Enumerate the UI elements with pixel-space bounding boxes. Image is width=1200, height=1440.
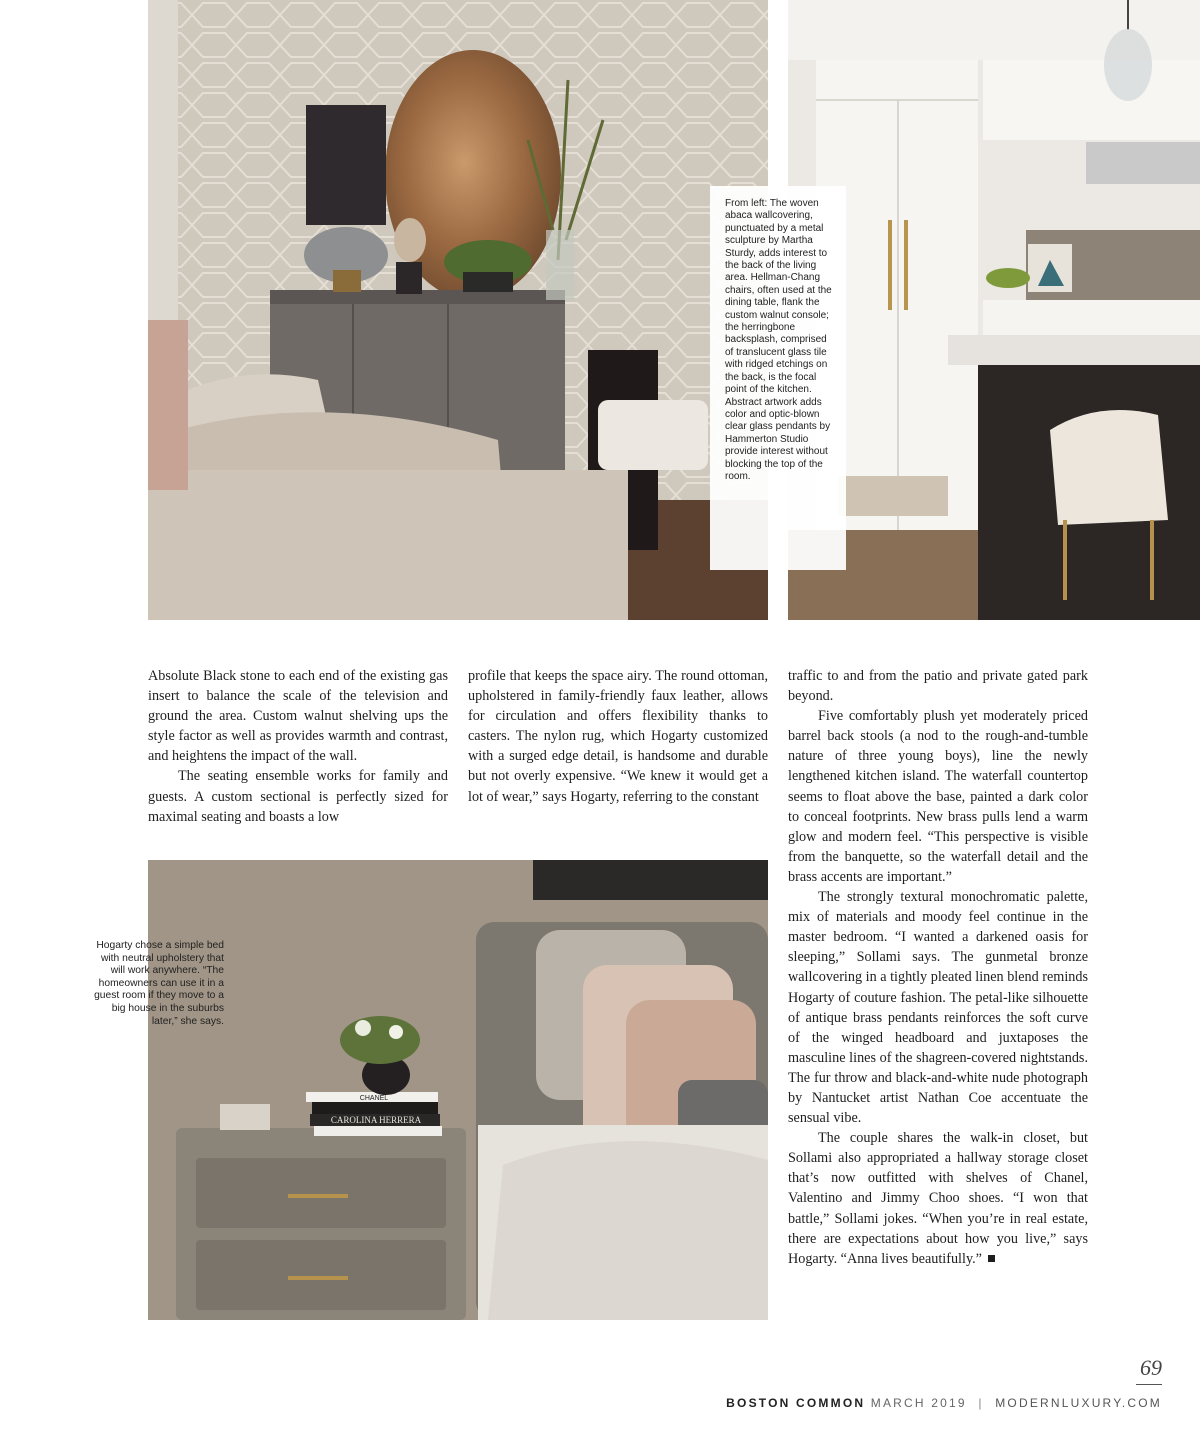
article-paragraph: Absolute Black stone to each end of the existing gas insert to balance the scale of the television and ground the area. Custom walnut shelving ups the style factor as well as provides warmth and contrast, and heightens the impact of the wall. xyxy=(148,668,448,765)
article-paragraph: The strongly textural monochromatic palette, mix of materials and moody feel continue in the master bedroom. “I wanted a darkened oasis for sleeping,” Sollami says. The gunmetal bronze wallcovering in a tightly pleated linen blend reminds Hogarty of couture fashion. The petal-like silhouette of antique brass pendants reinforces the soft curve of the winged headboard and juxtaposes the masculine lines of the shagreen-covered nightstands. The fur throw and black-and-white nude photograph by Nantucket artist Nathan Coe accentuate the sensual vibe. xyxy=(788,889,1088,1127)
article-paragraph: traffic to and from the patio and private gated park beyond. xyxy=(788,668,1088,705)
kitchen-photo-caption: From left: The woven abaca wallcovering, punctuated by a metal sculpture by Martha Sturdy, adds interest to the back of the living area. Hellman-Chang chairs, often used at the dining table, flank the custom walnut console; the herringbone backsplash, comprised of translucent glass tile with ridged etchings on the back, is the focal point of the kitchen. Abstract artwork adds color and optic-blown clear glass pendants by Hammerton Studio provide interest without blocking the top of the room. xyxy=(710,186,846,570)
article-paragraph: profile that keeps the space airy. The round ottoman, upholstered in family-friendly faux leather, allows for circulation and offers flexibility thanks to casters. The nylon rug, which Hogarty customized with a surged edge detail, is handsome and durable but not overly expensive. “We knew it would get a lot of wear,” says Hogarty, referring to the constant xyxy=(468,668,768,805)
footer-separator: | xyxy=(978,1396,984,1410)
article-column-3 xyxy=(788,666,1088,1269)
page-footer xyxy=(726,1396,1162,1410)
kitchen-photo xyxy=(788,0,1200,620)
living-room-photo xyxy=(148,0,768,620)
book-spine-chanel: CHANEL xyxy=(359,1095,389,1102)
page-number: 69 xyxy=(1140,1355,1162,1380)
article-paragraph: The couple shares the walk-in closet, but Sollami also appropriated a hallway storage closet that’s now outfitted with shelves of Chanel, Valentino and Jimmy Choo shoes. “I won that battle,” Sollami jokes. “When you’re in real estate, there are expectations about how you live,” says Hogarty. “Anna lives beautifully.” xyxy=(788,1130,1088,1267)
article-column-1 xyxy=(148,666,448,827)
book-spine-carolina-herrera: CAROLINA HERRERA xyxy=(330,1115,422,1125)
issue-date: MARCH 2019 xyxy=(870,1396,967,1410)
page-number-rule xyxy=(1136,1384,1162,1385)
article-paragraph: Five comfortably plush yet moderately priced barrel back stools (a nod to the rough-and-tumble nature of three young boys), line the newly lengthened kitchen island. The waterfall countertop seems to float above the base, painted a dark color to conceal footprints. New brass pulls lend a warm glow and modern feel. “This perspective is visible from the banquette, so the waterfall detail and the brass accents are important.” xyxy=(788,708,1088,885)
end-of-article-mark xyxy=(988,1255,995,1262)
bedroom-photo xyxy=(148,860,768,1320)
article-column-2 xyxy=(468,666,768,807)
magazine-name: BOSTON COMMON xyxy=(726,1396,866,1410)
article-columns-left xyxy=(148,666,768,827)
bedroom-photo-caption: Hogarty chose a simple bed with neutral upholstery that will work anywhere. “The homeowners can use it in a guest room if they move to a big house in the suburbs later,” she says. xyxy=(94,940,224,1027)
article-paragraph: The seating ensemble works for family and guests. A custom sectional is perfectly sized for maximal seating and boasts a low xyxy=(148,768,448,825)
website-link[interactable]: MODERNLUXURY.COM xyxy=(995,1396,1162,1410)
